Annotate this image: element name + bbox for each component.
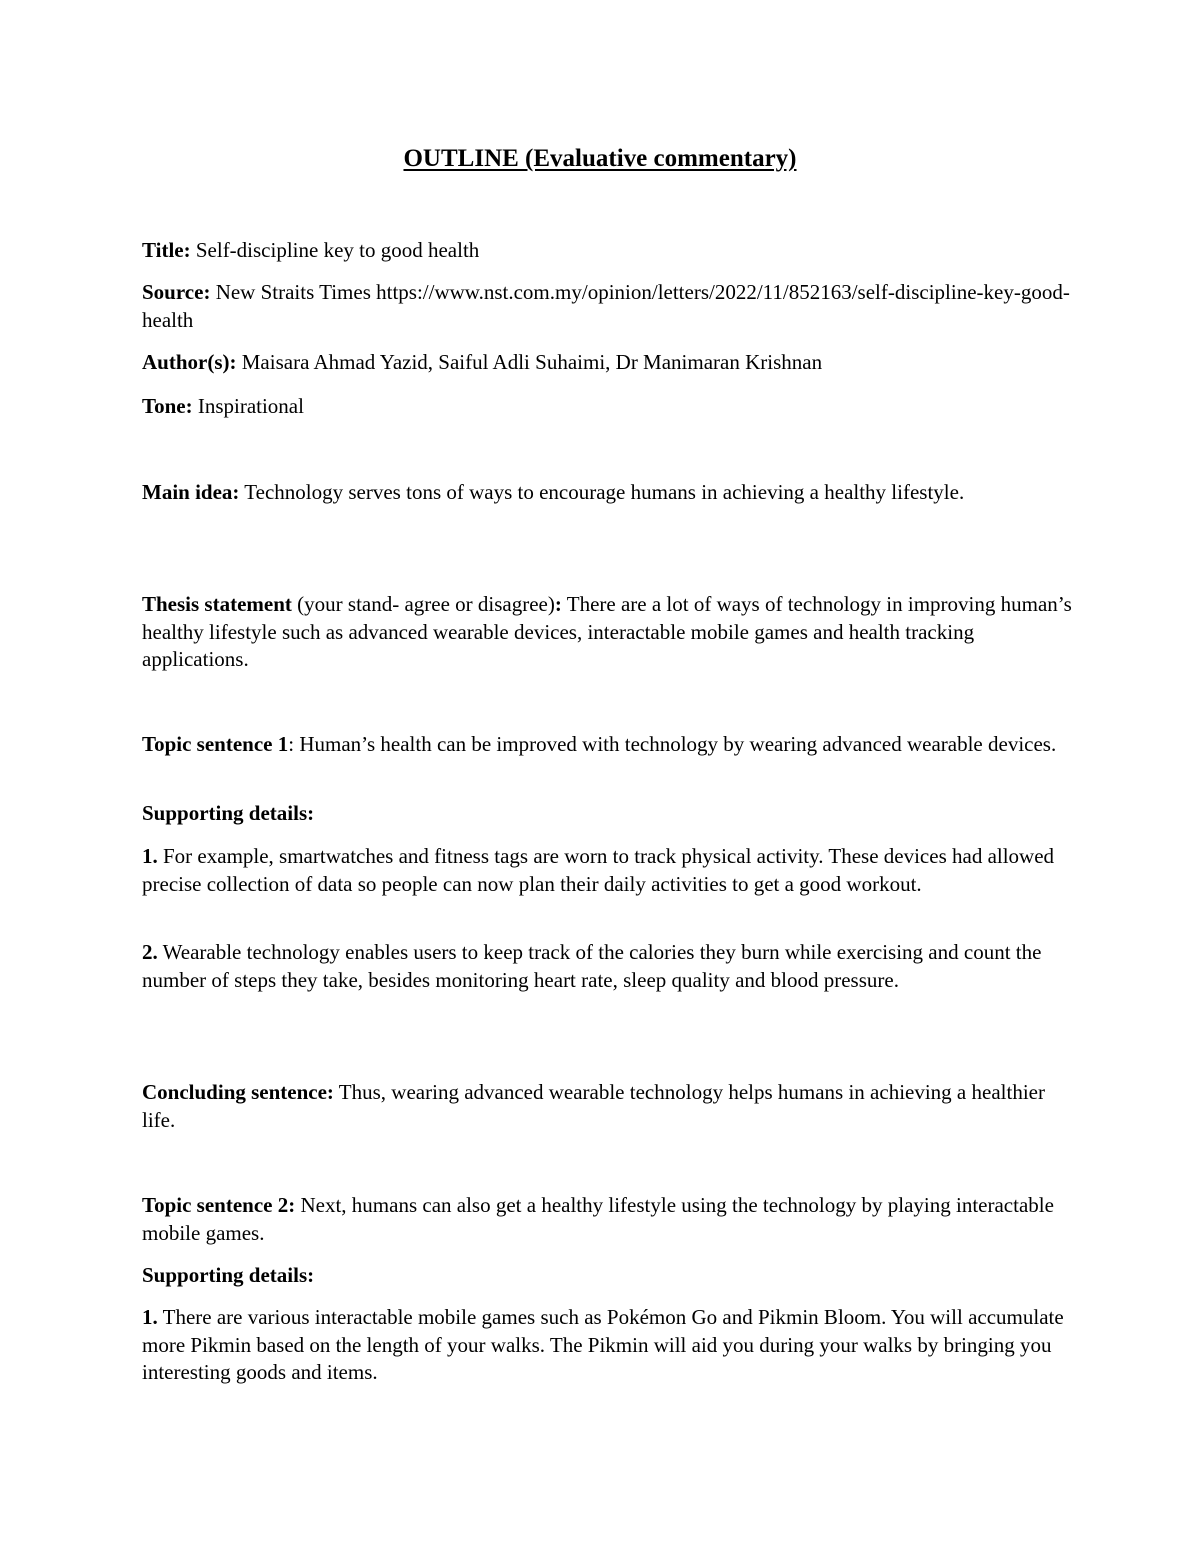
topic1-detail-1 xyxy=(142,843,1072,898)
concluding-text: Thus, wearing advanced wearable technology helps humans in achieving a healthier life. xyxy=(142,1080,1045,1132)
topic-sentence-2-label: Topic sentence 2: xyxy=(142,1193,296,1217)
topic1-detail-1-text: For example, smartwatches and fitness tags are worn to track physical activity. These devices had allowed precise collection of data so people can now plan their daily activities to get a good workout. xyxy=(142,844,1055,896)
source-text: New Straits Times https://www.nst.com.my/opinion/letters/2022/11/852163/self-discipline-key-good-health xyxy=(142,280,1070,332)
topic2-detail-1-text: There are various interactable mobile games such as Pokémon Go and Pikmin Bloom. You will accumulate more Pikmin based on the length of your walks. The Pikmin will aid you during your walks by bringing you interesting goods and items. xyxy=(142,1305,1064,1384)
tone-line xyxy=(142,393,1072,421)
authors-label: Author(s): xyxy=(142,350,237,374)
title-line xyxy=(142,237,1072,265)
topic2-detail-1 xyxy=(142,1304,1072,1387)
title-text: Self-discipline key to good health xyxy=(190,238,480,262)
thesis-paragraph xyxy=(142,591,1072,674)
source-line xyxy=(142,279,1072,334)
topic1-detail-2-num: 2. xyxy=(142,940,158,964)
supporting-details-2-label-line xyxy=(142,1262,1072,1290)
topic1-detail-2 xyxy=(142,939,1072,994)
thesis-text: There are a lot of ways of technology in improving human’s healthy lifestyle such as advanced wearable devices, interactable mobile games and health tracking applications. xyxy=(142,592,1072,671)
supporting-details-1-label: Supporting details: xyxy=(142,801,315,825)
topic2-detail-1-num: 1. xyxy=(142,1305,158,1329)
topic-sentence-1-paragraph xyxy=(142,731,1072,759)
topic-sentence-1-text: : Human’s health can be improved with technology by wearing advanced wearable devices. xyxy=(288,732,1057,756)
topic-sentence-2-text: Next, humans can also get a healthy lifestyle using the technology by playing interactable mobile games. xyxy=(142,1193,1054,1245)
topic1-detail-2-text: Wearable technology enables users to keep track of the calories they burn while exercising and count the number of steps they take, besides monitoring heart rate, sleep quality and blood pressure. xyxy=(142,940,1042,992)
document-heading: OUTLINE (Evaluative commentary) xyxy=(403,145,797,172)
main-idea-label: Main idea: xyxy=(142,480,240,504)
topic-sentence-2-paragraph xyxy=(142,1192,1072,1247)
supporting-details-1-label-line xyxy=(142,800,1072,828)
tone-text: Inspirational xyxy=(192,394,304,418)
thesis-colon: : xyxy=(554,592,562,616)
concluding-sentence-paragraph xyxy=(142,1079,1072,1134)
authors-text: Maisara Ahmad Yazid, Saiful Adli Suhaimi, Dr Manimaran Krishnan xyxy=(236,350,823,374)
thesis-note: (your stand- agree or disagree) xyxy=(291,592,555,616)
source-label: Source: xyxy=(142,280,211,304)
supporting-details-2-label: Supporting details: xyxy=(142,1263,315,1287)
main-idea-paragraph xyxy=(142,479,1072,507)
topic1-detail-1-num: 1. xyxy=(142,844,158,868)
tone-label: Tone: xyxy=(142,394,193,418)
concluding-label: Concluding sentence: xyxy=(142,1080,334,1104)
main-idea-text: Technology serves tons of ways to encourage humans in achieving a healthy lifestyle. xyxy=(239,480,965,504)
thesis-label: Thesis statement xyxy=(142,592,292,616)
topic-sentence-1-label: Topic sentence 1 xyxy=(142,732,289,756)
authors-line xyxy=(142,349,1072,377)
title-label: Title: xyxy=(142,238,191,262)
